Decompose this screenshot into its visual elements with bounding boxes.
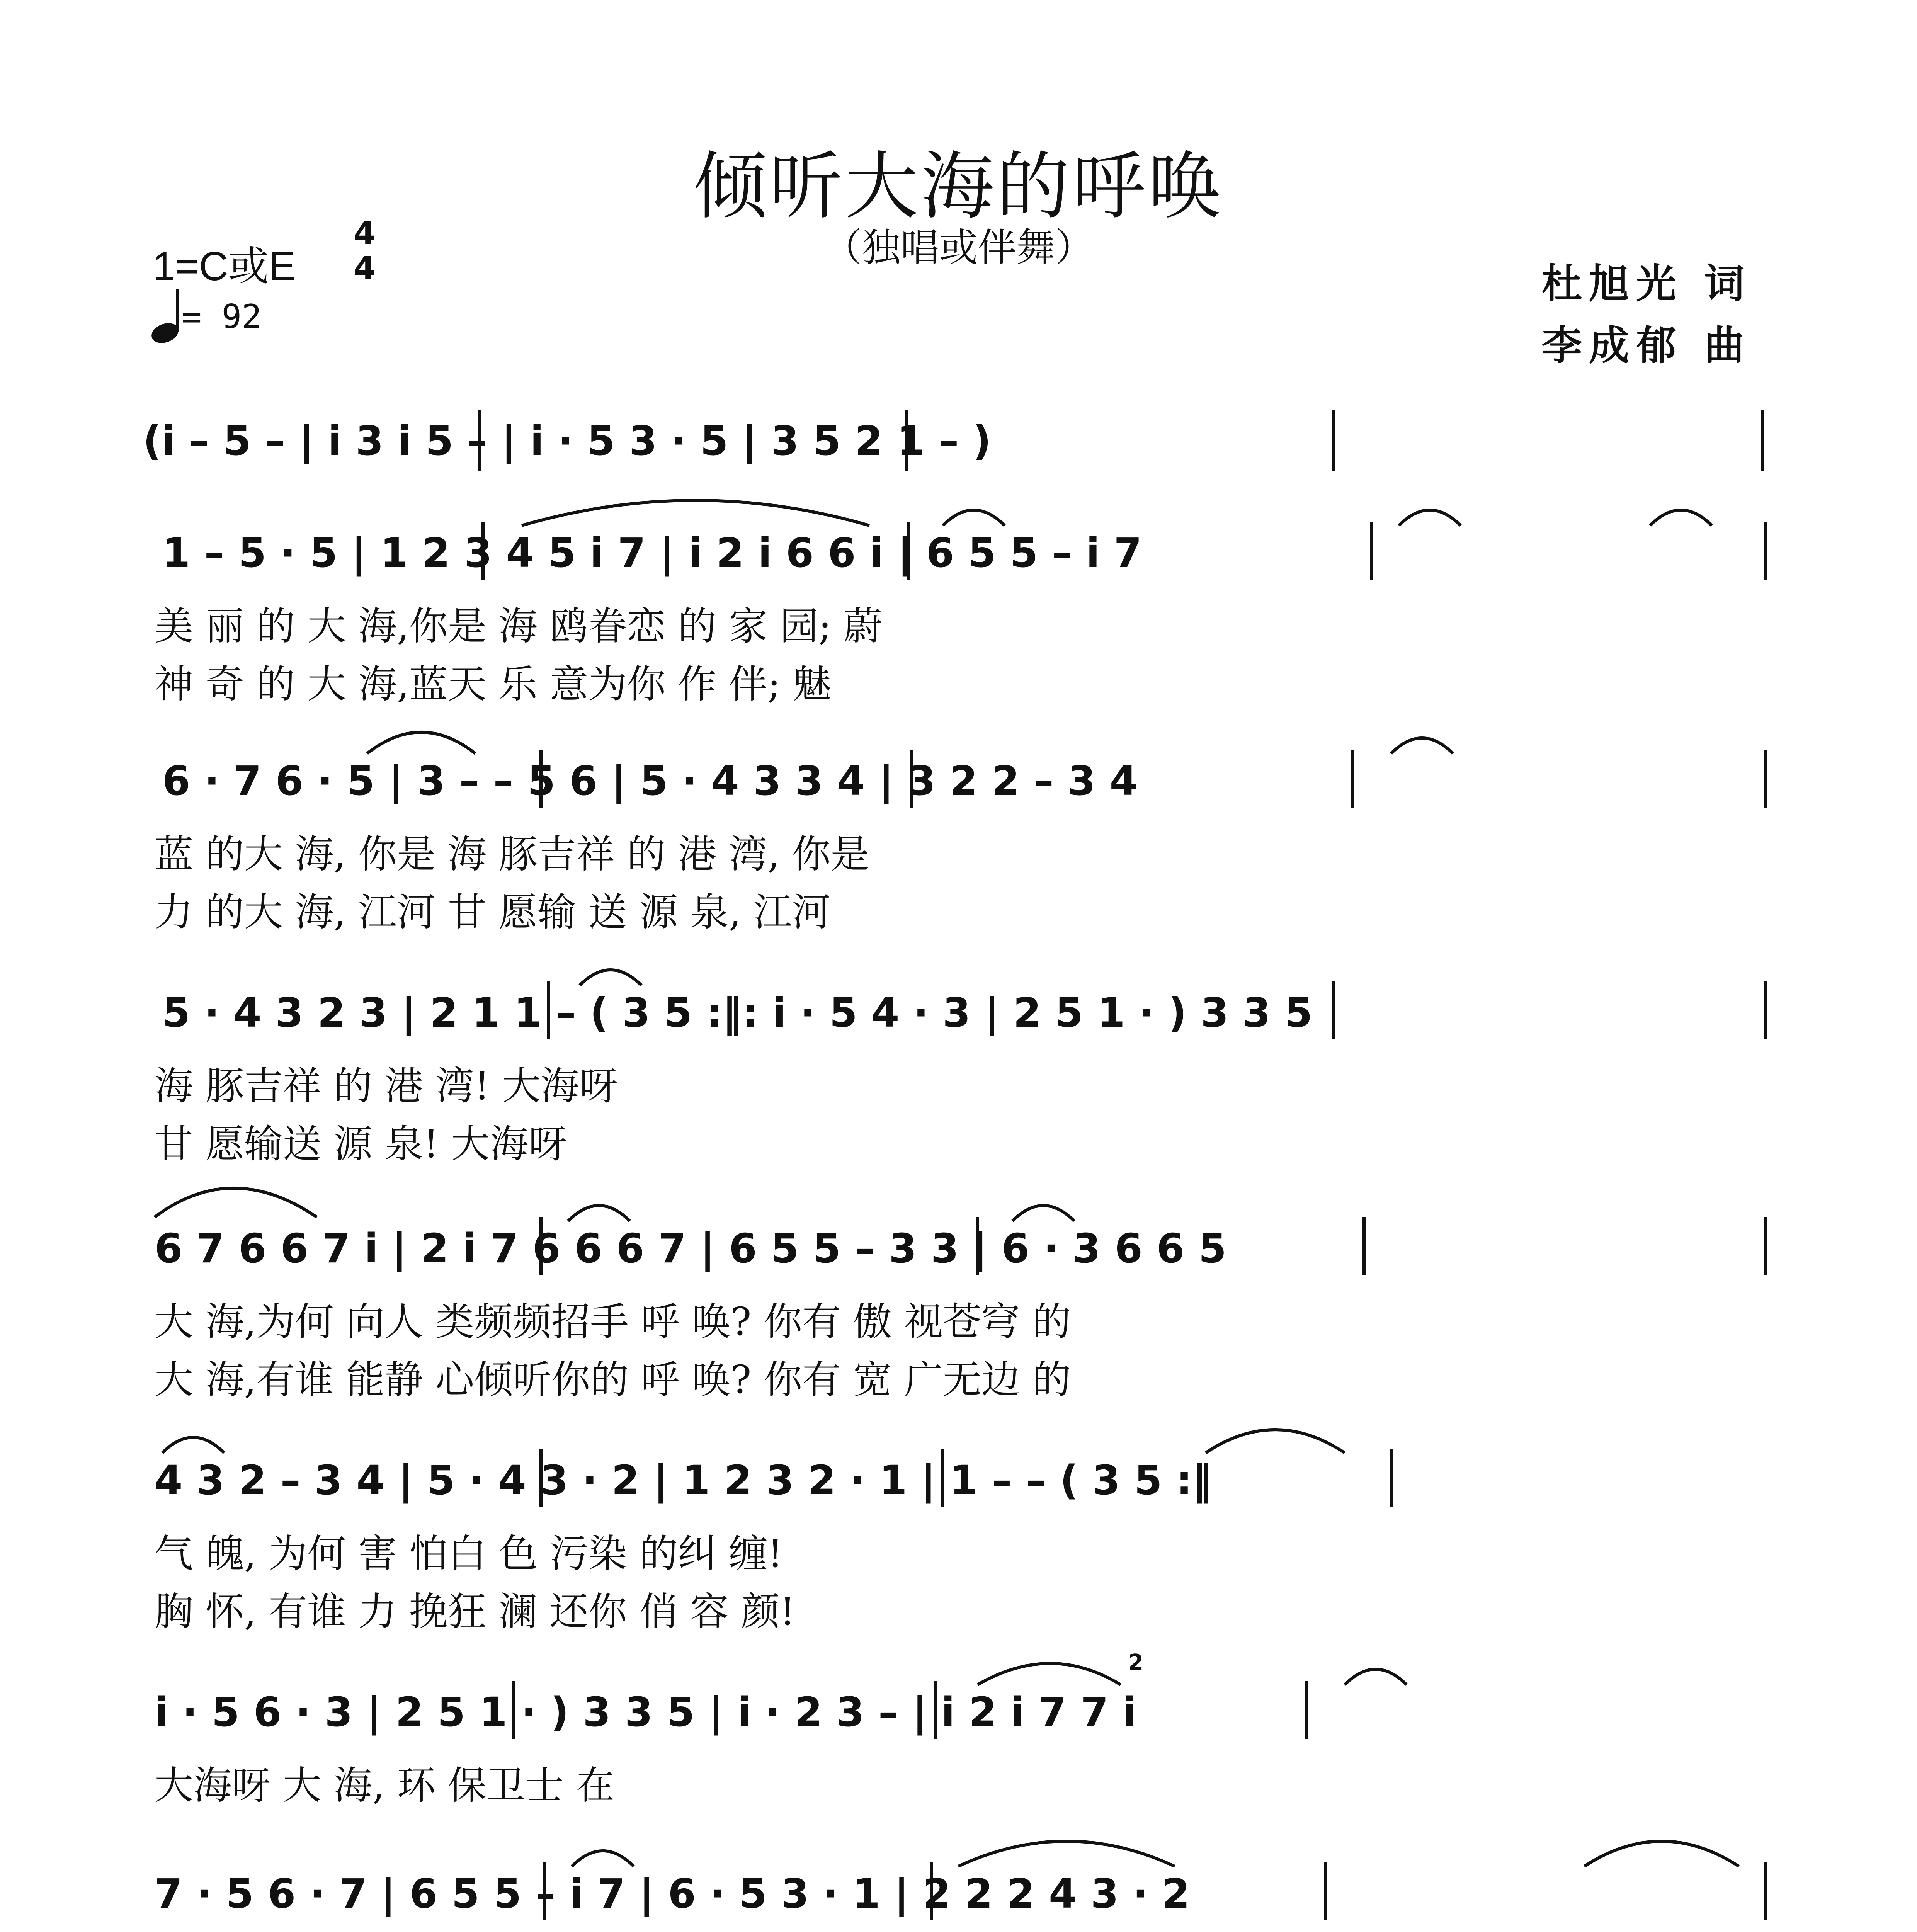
score-row-6-lyrics-2: 胸 怀, 有谁 力 挽狂 澜 还你 俏 容 颜! [155, 1589, 796, 1634]
score-row-2-lyrics-1: 美 丽 的 大 海,你是 海 鸥眷恋 的 家 园; 蔚 [155, 604, 883, 649]
composer-credit: 李成郁 曲 [1542, 321, 1752, 369]
page-title: 倾听大海的呼唤 [693, 144, 1224, 229]
score-row-8-notes: 7 · 5 6 · 7 | 6 5 5 – i 7 | 6 · 5 3 · 1 | 2 2 2 4 3 · 2 [155, 1870, 1190, 1917]
score-row-5-lyrics-2: 大 海,有谁 能静 心倾听你的 呼 唤? 你有 宽 广无边 的 [155, 1357, 1071, 1402]
score-row-7-lyrics: 大海呀 大 海, 环 保卫士 在 [155, 1763, 615, 1808]
score-row-5-notes: 6 7 6 6 7 i | 2 i 7 6 6 6 7 | 6 5 5 – 3 3 | 6 · 3 6 6 5 [155, 1225, 1226, 1272]
score-row-6-lyrics-1: 气 魄, 为何 害 怕白 色 污染 的纠 缠! [155, 1531, 783, 1576]
score-row-4-lyrics-1: 海 豚吉祥 的 港 湾! 大海呀 [155, 1063, 618, 1109]
lyricist-credit: 杜旭光 词 [1542, 260, 1752, 307]
score-row-5-lyrics-1: 大 海,为何 向人 类频频招手 呼 唤? 你有 傲 视苍穹 的 [155, 1299, 1071, 1344]
score-row-3-lyrics-2: 力 的大 海, 江河 甘 愿输 送 源 泉, 江河 [155, 889, 831, 935]
score-row-1-notes: (i – 5 – | i 3 i 5 – | i · 5 3 · 5 | 3 5 2 1 – ) [143, 417, 992, 464]
key-signature: 1=C或E [153, 244, 296, 289]
grace-note-2: 2 [1128, 1650, 1143, 1675]
time-signature-bottom: 4 [354, 250, 376, 287]
tempo-marking: = 92 [182, 298, 262, 336]
score-row-3-notes: 6 · 7 6 · 5 | 3 – – 5 6 | 5 · 4 3 3 4 | 3 2 2 – 3 4 [162, 757, 1138, 804]
score-row-4-notes: 5 · 4 3 2 3 | 2 1 1 – ( 3 5 :‖: i · 5 4 · 3 | 2 5 1 · ) 3 3 5 [162, 989, 1313, 1036]
subtitle: （独唱或伴舞） [823, 225, 1094, 270]
score-row-2-notes: 1 – 5 · 5 | 1 2 3 4 5 i 7 | i 2 i 6 6 i | 6 5 5 – i 7 [162, 529, 1142, 577]
score-row-6-notes: 4 3 2 – 3 4 | 5 · 4 3 · 2 | 1 2 3 2 · 1 | 1 – – ( 3 5 :‖ [155, 1457, 1213, 1504]
score-row-2-lyrics-2: 神 奇 的 大 海,蓝天 乐 意为你 作 伴; 魅 [155, 662, 832, 707]
score-row-7-notes: i · 5 6 · 3 | 2 5 1 · ) 3 3 5 | i · 2 3 – | i 2 i 7 7 i [155, 1689, 1136, 1736]
score-row-3-lyrics-1: 蓝 的大 海, 你是 海 豚吉祥 的 港 湾, 你是 [155, 832, 869, 877]
score-row-4-lyrics-2: 甘 愿输送 源 泉! 大海呀 [155, 1121, 567, 1167]
time-signature-top: 4 [354, 215, 376, 252]
